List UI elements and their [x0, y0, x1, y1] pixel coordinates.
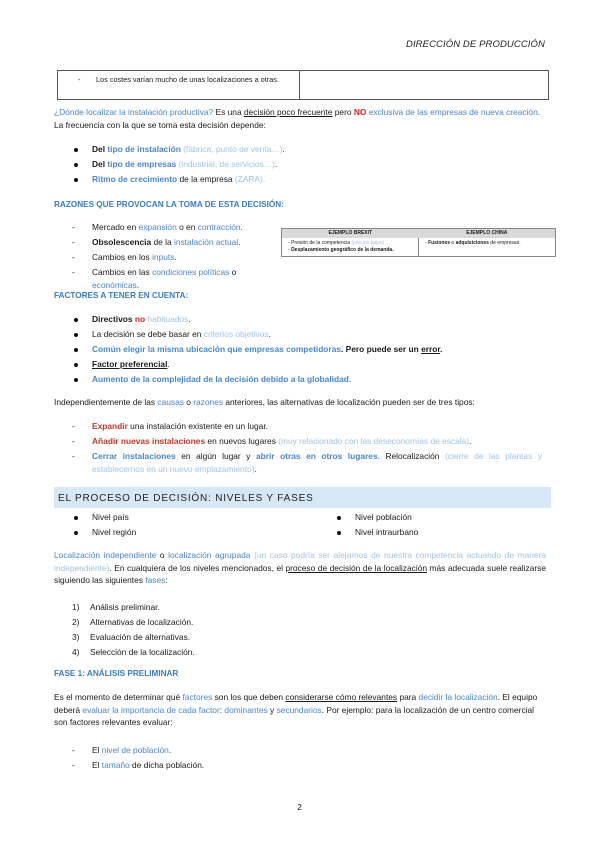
bullet-dot [74, 163, 78, 167]
header-brexit: EJEMPLO BREXIT [328, 230, 373, 236]
table-cell [58, 71, 300, 99]
bullet-dash: - [78, 75, 81, 84]
examples-table [281, 228, 556, 257]
section-heading-razones: RAZONES QUE PROVOCAN LA TOMA DE ESTA DECISIÓN: [54, 200, 284, 209]
list-item: Nivel intraurbano [335, 526, 535, 541]
examples-table-header [282, 229, 555, 238]
list-item: 2) Alternativas de localización. [72, 617, 194, 627]
header-china: EJEMPLO CHINA [466, 230, 508, 236]
list-item: - Obsolescencia de la instalación actual. [72, 237, 241, 247]
section-heading-fase1: FASE 1: ANÁLISIS PRELIMINAR [54, 669, 179, 678]
list-item: Nivel país [72, 511, 312, 526]
continuation-table [57, 70, 549, 100]
intro-question: ¿Dónde localizar la instalación productiva? [54, 107, 214, 117]
bullet-dot [337, 516, 341, 520]
bullet-dot [74, 318, 78, 322]
niveles-list-right [335, 511, 535, 541]
list-item: Aumento de la complejidad de la decisión debido a la globalidad. [72, 373, 542, 388]
list-item: Común elegir la misma ubicación que empresas competidoras. Pero puede ser un error. [72, 343, 542, 358]
bullet-dot [337, 531, 341, 535]
list-item: - Cambios en los inputs. [72, 252, 177, 262]
list-item: Ritmo de crecimiento de la empresa (ZARA). [72, 173, 542, 188]
table-cell-text: Los costes varían mucho de unas localizaciones a otras. [96, 75, 279, 84]
localizacion-paragraph: Localización independiente o localización agrupada (un caso podría ser alejarnos de nuestra competencia actuando de manera independiente). En cualquiera de los niveles mencionados, el proceso de decisión de la localización más adecuada suele realizarse siguiendo las siguientes fases: [54, 550, 547, 586]
intro-paragraph: ¿Dónde localizar la instalación productiva? Es una decisión poco frecuente pero NO exclusiva de las empresas de nueva creación. La frecuencia con la que se toma esta decisión depende: [54, 107, 541, 130]
cell-china: - Fusiones o adquisiciones de empresas. [425, 240, 521, 246]
examples-table-body [282, 238, 555, 256]
fase1-paragraph: Es el momento de determinar qué factores son los que deben considerarse cómo relevantes para decidir la localización. El equipo deberá evaluar la importancia de cada factor: dominantes y secundarios. Por ejemplo: para la localización de un centro comercial son factores relevantes evaluar: [54, 692, 538, 728]
list-item: Del tipo de instalación (fábrica, punto de venta…). [72, 143, 542, 158]
list-item: - Añadir nuevas instalaciones en nuevos lugares (muy relacionado con las deseconomías de escala). [72, 436, 472, 446]
intro-emphasis: decisión poco frecuente [243, 107, 333, 117]
bullet-dot [74, 531, 78, 535]
list-item: Nivel región [72, 526, 312, 541]
list-item: 1) Análisis preliminar. [72, 602, 160, 612]
fases-list [72, 601, 542, 661]
list-item: - Expandir una instalación existente en un lugar. [72, 421, 268, 431]
fase1-list [72, 744, 542, 774]
list-item: Directivos no habituados. [72, 313, 542, 328]
alternativas-list [72, 420, 542, 480]
bullet-dot [74, 363, 78, 367]
section-title: EL PROCESO DE DECISIÓN: NIVELES Y FASES [58, 493, 314, 504]
list-item: Del tipo de empresas (industrial, de servicios…). [72, 158, 542, 173]
depends-list [72, 143, 542, 188]
bullet-dot [74, 516, 78, 520]
intro-no: NO [353, 107, 367, 117]
indep-paragraph: Independientemente de las causas o razones anteriores, las alternativas de localización pueden ser de tres tipos: [54, 397, 475, 407]
page-number: 2 [297, 802, 302, 812]
table-cell-empty [300, 71, 548, 99]
list-item: 3) Evaluación de alternativas. [72, 632, 191, 642]
section-heading-factores: FACTORES A TENER EN CUENTA: [54, 291, 189, 300]
niveles-list-left [72, 511, 312, 541]
running-header: DIRECCIÓN DE PRODUCCIÓN [405, 39, 545, 50]
list-item: La decisión se debe basar en criterios objetivos. [72, 328, 542, 343]
list-item: - El tamaño de dicha población. [72, 760, 205, 770]
list-item: - Cerrar instalaciones en algún lugar y abrir otras en otros lugares. Relocalización (cierre de las plantas y establecernos en un nuevo emplazamiento). [72, 451, 542, 474]
bullet-dot [74, 378, 78, 382]
cell-brexit: - Presión de la competencia (precios bajos) - Desplazamiento geográfico de la demanda. [282, 238, 419, 256]
bullet-dot [74, 148, 78, 152]
list-item: 4) Selección de la localización. [72, 647, 195, 657]
bullet-dot [74, 348, 78, 352]
list-item: Nivel población [335, 511, 535, 526]
bullet-dot [74, 178, 78, 182]
factores-list [72, 313, 542, 388]
bullet-dot [74, 333, 78, 337]
list-item: Factor preferencial. [72, 358, 542, 373]
razones-list [72, 221, 282, 290]
list-item: - Cambios en las condiciones políticas o económicas. [72, 267, 237, 290]
list-item: - El nivel de población. [72, 745, 172, 755]
list-item: - Mercado en expansión o en contracción. [72, 222, 243, 232]
